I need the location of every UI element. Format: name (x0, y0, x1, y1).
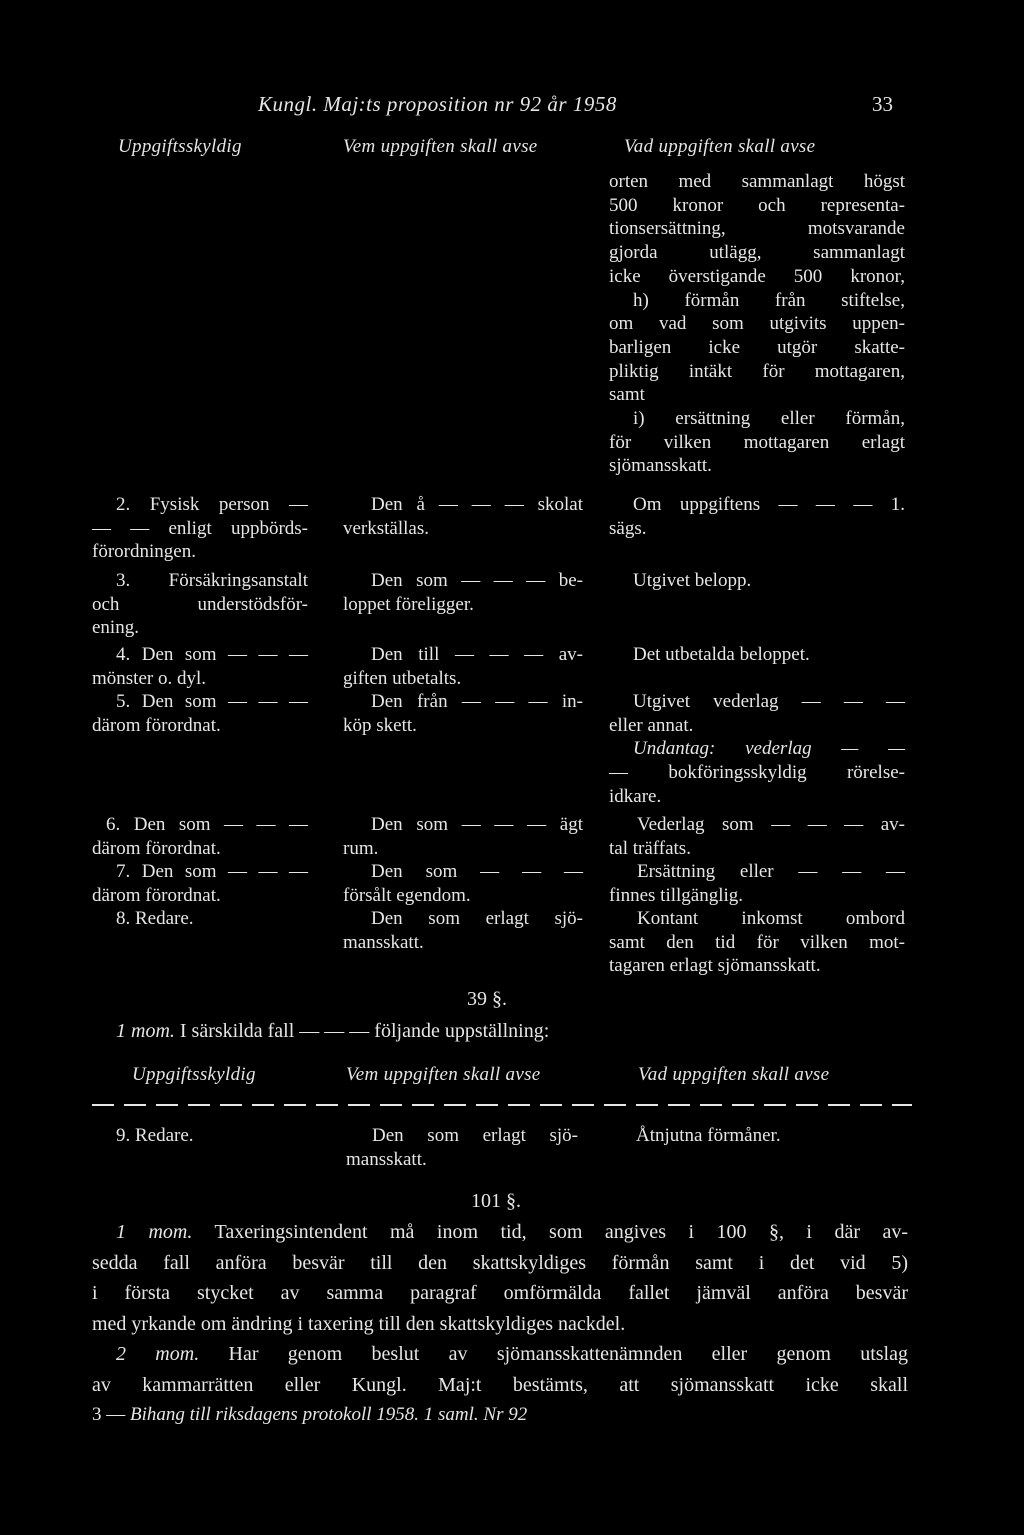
footer-marker: 3 — (92, 1404, 126, 1425)
text-line: 500 kronor och representa- (609, 194, 905, 216)
table2-header-vem: Vem uppgiften skall avse (346, 1064, 541, 1085)
text-line: Det utbetalda beloppet. (633, 644, 810, 665)
text-line: 4. Den som — — — (116, 644, 308, 665)
text-line: Den å — — — skolat (371, 494, 583, 515)
table1-row-6-col2 (343, 813, 583, 860)
text-line: samt den tid för vilken mot- (609, 931, 905, 953)
mom-label: 1 mom. (116, 1221, 193, 1243)
table2-header-vad: Vad uppgiften skall avse (638, 1064, 830, 1085)
text-line: Den som erlagt sjö- (371, 908, 583, 929)
text-line: loppet föreligger. (343, 593, 474, 615)
table1-row-3-col1 (92, 569, 308, 640)
text-line: för vilken mottagaren erlagt (609, 431, 905, 453)
section-39-intro (116, 1020, 549, 1043)
text-line: försålt egendom. (343, 884, 471, 906)
table1-header-vad: Vad uppgiften skall avse (624, 136, 816, 157)
text-line: idkare. (609, 785, 662, 807)
text-line: — — enligt uppbörds- (92, 517, 308, 539)
running-header-title: Kungl. Maj:ts proposition nr 92 år 1958 (258, 92, 617, 116)
text-line: verkställas. (343, 517, 430, 539)
table1-row-4-col3 (609, 643, 905, 667)
text-line: köp skett. (343, 714, 417, 736)
text-line: mansskatt. (346, 1148, 427, 1170)
text-line: pliktig intäkt för mottagaren, (609, 360, 905, 382)
table1-row-5-col3 (609, 690, 905, 809)
text-line: och understödsför- (92, 593, 308, 615)
text-line: Den som — — — ägt (371, 814, 583, 835)
table1-row-5-col1 (92, 690, 308, 737)
table1-row-8-col1 (92, 907, 308, 931)
page-number: 33 (872, 92, 893, 116)
text-line: sägs. (609, 517, 647, 539)
table1-row-2-col1 (92, 493, 308, 564)
text-line: samt (609, 384, 645, 406)
table1-row-2-col3 (609, 493, 905, 540)
table2-row-col1: 9. Redare. (116, 1125, 194, 1146)
text-line: Utgivet vederlag — — — (633, 691, 905, 712)
text-line: därom förordnat. (92, 884, 221, 906)
text-line: icke överstigande 500 kronor, (609, 265, 905, 287)
section-101-body (92, 1217, 908, 1400)
table1-row-5-col2 (343, 690, 583, 737)
text-line: 6. Den som — — — (106, 814, 308, 835)
text-line: giften utbetalts. (343, 667, 462, 689)
text-line: Ersättning eller — — — (637, 861, 905, 882)
text-line: 5. Den som — — — (116, 691, 308, 712)
text-line: Utgivet belopp. (633, 570, 752, 591)
mom1-line: 1 mom. Taxeringsintendent må inom tid, som angives i 100 §, i där av- (116, 1221, 909, 1243)
text-line: därom förordnat. (92, 837, 221, 859)
table1-row-2-col2 (343, 493, 583, 540)
dashed-divider (92, 1104, 912, 1106)
table1-row-8-col2 (343, 907, 583, 954)
text-line: Den som erlagt sjö- (372, 1125, 578, 1146)
text-line: rum. (343, 837, 379, 859)
table1-row-4-col1 (92, 643, 308, 690)
text-line: 3. Försäkringsanstalt (116, 570, 308, 591)
text-line: tagaren erlagt sjömansskatt. (609, 955, 821, 977)
text-line: Den till — — — av- (371, 644, 583, 665)
text-line: ening. (92, 617, 139, 639)
mom1-line: sedda fall anföra besvär till den skattskyldiges förmån samt i det vid 5) (92, 1251, 908, 1274)
table1-continuation (609, 170, 905, 478)
text-line: barligen icke utgör skatte- (609, 336, 905, 358)
text-line: gjorda utlägg, sammanlagt (609, 242, 905, 264)
section-101-heading: 101 §. (471, 1190, 521, 1212)
text-line: Vederlag som — — — av- (637, 814, 905, 835)
table2-row-col2 (346, 1124, 578, 1171)
text-line: därom förordnat. (92, 714, 221, 736)
text-line: Om uppgiftens — — — 1. (633, 494, 905, 515)
mom1-line: med yrkande om ändring i taxering till den skattskyldiges nackdel. (92, 1312, 626, 1335)
text-line: Undantag: vederlag — — (633, 738, 905, 760)
text-line: finnes tillgänglig. (609, 884, 744, 906)
text-line: 8. Redare. (116, 908, 194, 929)
text-line: förordningen. (92, 541, 196, 563)
table1-row-7-col1 (92, 860, 308, 907)
table1-row-8-col3 (609, 907, 905, 978)
intro-text: I särskilda fall — — — följande uppställning: (179, 1020, 550, 1042)
footer-text: Bihang till riksdagens protokoll 1958. 1 saml. Nr 92 (130, 1404, 528, 1425)
text-line: Den från — — — in- (371, 691, 583, 712)
mom2-line: 2 mom. Har genom beslut av sjömansskattenämnden eller genom utslag (116, 1343, 908, 1365)
text-line: Kontant inkomst ombord (637, 908, 905, 929)
text-line: mansskatt. (343, 931, 424, 953)
table1-row-7-col3 (609, 860, 905, 907)
table1-header-uppgiftsskyldig: Uppgiftsskyldig (118, 136, 242, 157)
table1-row-6-col1 (92, 813, 308, 860)
table1-row-3-col3 (609, 569, 905, 593)
text-line: sjömansskatt. (609, 455, 712, 477)
text-line: — bokföringsskyldig rörelse- (609, 762, 905, 784)
text-line: orten med sammanlagt högst (609, 171, 905, 192)
text-line: Den som — — — (371, 861, 583, 882)
table1-row-7-col2 (343, 860, 583, 907)
text-line: h) förmån från stiftelse, (633, 289, 905, 311)
table1-row-4-col2 (343, 643, 583, 690)
mom2-line: av kammarrätten eller Kungl. Maj:t bestämts, att sjömansskatt icke skall (92, 1373, 908, 1396)
text-line: 7. Den som — — — (116, 861, 308, 882)
section-39-heading: 39 §. (467, 988, 507, 1010)
table1-row-6-col3 (609, 813, 905, 860)
mom-label: 1 mom. (116, 1020, 175, 1042)
text-line: tionsersättning, motsvarande (609, 218, 905, 240)
text-line: eller annat. (609, 714, 694, 736)
mom1-line: i första stycket av samma paragraf omförmälda fallet jämväl anföra besvär (92, 1282, 908, 1304)
text-line: mönster o. dyl. (92, 667, 206, 689)
table1-header-vem: Vem uppgiften skall avse (343, 136, 538, 157)
text-line: Den som — — — be- (371, 570, 583, 591)
table2-header-uppgiftsskyldig: Uppgiftsskyldig (132, 1064, 256, 1085)
table1-row-3-col2 (343, 569, 583, 616)
text-line: tal träffats. (609, 837, 691, 859)
text-line: i) ersättning eller förmån, (633, 408, 905, 430)
text-line: 2. Fysisk person — (116, 494, 308, 515)
table2-row-col3: Åtnjutna förmåner. (636, 1125, 781, 1146)
text-line: om vad som utgivits uppen- (609, 313, 905, 335)
mom-label: 2 mom. (116, 1343, 200, 1365)
footer (92, 1404, 527, 1426)
